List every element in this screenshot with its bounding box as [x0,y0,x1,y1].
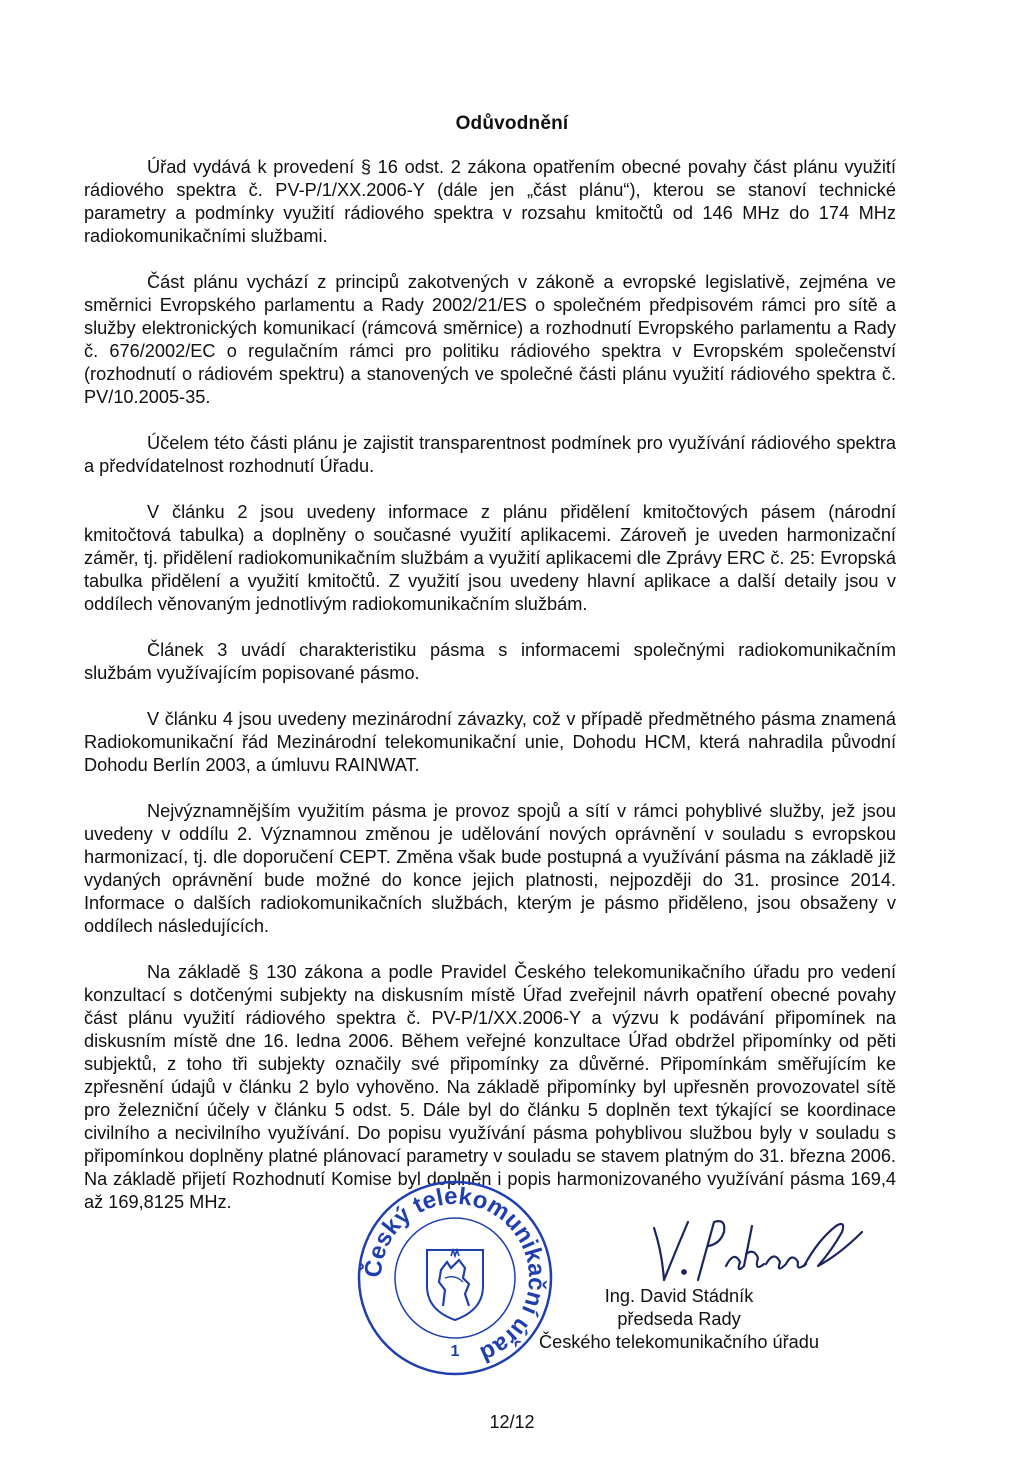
paragraph: V článku 4 jsou uvedeny mezinárodní závazky, což v případě předmětného pásma znamená Radiokomunikační řád Mezinárodní telekomunikační unie, Dohodu HCM, která nahradila původní Dohodu Berlín 2003, a úmluvu RAINWAT. [84,709,896,775]
document-body [84,156,896,1237]
signatory-name: Ing. David Stádník [604,1286,754,1306]
signatory-organization: Českého telekomunikačního úřadu [538,1332,820,1352]
signatory-role: předseda Rady [617,1309,741,1329]
paragraph: Článek 3 uvádí charakteristiku pásma s informacemi společnými radiokomunikačním službám využívajícím popisované pásmo. [84,640,896,683]
stamp-text: Český telekomunikační úřad [359,1182,551,1368]
page-number: 12/12 [489,1412,535,1432]
paragraph: Na základě § 130 zákona a podle Pravidel Českého telekomunikačního úřadu pro vedení konzultací s dotčenými subjekty na diskusním místě Úřad zveřejnil návrh opatření obecné povahy část plánu využití rádiového spektra č. PV-P/1/XX.2006-Y a výzvu k podávání připomínek na diskusním místě dne 16. ledna 2006. Během veřejné konzultace Úřad obdržel připomínky od pěti subjektů, z toho tři subjekty označily své připomínky za důvěrné. Připomínkám směřujícím ke zpřesnění údajů v článku 2 bylo vyhověno. Na základě připomínky byl upřesněn provozovatel sítě pro železniční účely v článku 5 odst. 5. Dále byl do článku 5 doplněn text týkající se koordinace civilního a necivilního využívání. Do popisu využívání pásma pohyblivou službou byly v souladu s připomínkou doplněny platné plánovací parametry v souladu se stavem platným do 31. března 2006. Na základě přijetí Rozhodnutí Komise byl doplněn i popis harmonizovaného využívání pásma 169,4 až 169,8125 MHz. [84,962,896,1212]
paragraph: Nejvýznamnějším využitím pásma je provoz spojů a sítí v rámci pohyblivé služby, jež jsou uvedeny v oddílu 2. Významnou změnou je udělování nových oprávnění v souladu s evropskou harmonizací, tj. dle doporučení CEPT. Změna však bude postupná a využívání pásma na základě již vydaných oprávnění bude možné do konce jejich platnosti, nejpozději do 31. prosince 2014. Informace o dalších radiokomunikačních službách, kterým je pásmo přiděleno, jsou obsaženy v oddílech následujících. [84,801,896,936]
paragraph: Část plánu vychází z principů zakotvených v zákoně a evropské legislativě, zejména ve směrnici Evropského parlamentu a Rady 2002/21/ES o společném předpisovém rámci pro sítě a služby elektronických komunikací (rámcová směrnice) a rozhodnutí Evropského parlamentu a Rady č. 676/2002/EC o regulačním rámci pro politiku rádiového spektra v Evropském společenství (rozhodnutí o rádiovém spektru) a stanovených ve společné části plánu využití rádiového spektra č. PV/10.2005-35. [84,272,896,407]
document-title: Odůvodnění [455,113,569,134]
paragraph: V článku 2 jsou uvedeny informace z plánu přidělení kmitočtových pásem (národní kmitočtová tabulka) a doplněny o současné využití aplikacemi. Zároveň je uveden harmonizační záměr, tj. přidělení radiokomunikačním službám a využití aplikacemi dle Zprávy ERC č. 25: Evropská tabulka přidělení a využití kmitočtů. Z využití jsou uvedeny hlavní aplikace a další detaily jsou v oddílech věnovaným jednotlivým radiokomunikačním službám. [84,502,896,614]
handwritten-signature [640,1210,870,1290]
signatory-block [524,1285,834,1354]
stamp-number: 1 [450,1343,460,1360]
paragraph: Úřad vydává k provedení § 16 odst. 2 zákona opatřením obecné povahy část plánu využití rádiového spektra č. PV-P/1/XX.2006-Y (dále jen „část plánu“), kterou se stanoví technické parametry a podmínky využití rádiového spektra v rozsahu kmitočtů od 146 MHz do 174 MHz radiokomunikačními službami. [84,157,896,246]
coat-of-arms-lion-icon [427,1250,483,1320]
paragraph: Účelem této části plánu je zajistit transparentnost podmínek pro využívání rádiového spektra a předvídatelnost rozhodnutí Úřadu. [84,433,896,476]
